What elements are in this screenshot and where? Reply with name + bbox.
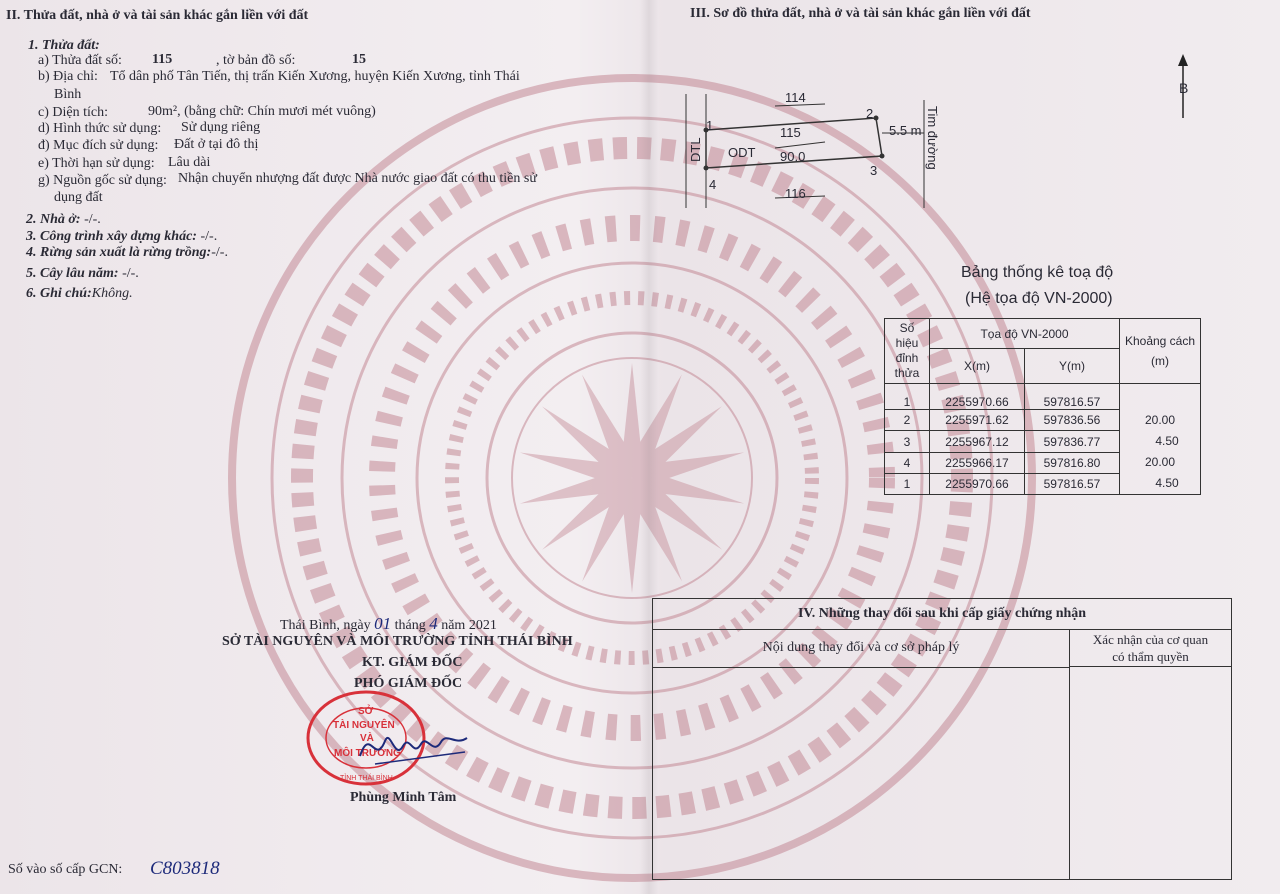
perennial-label: 5. Cây lâu năm: (26, 266, 119, 281)
usage-purpose-label: đ) Mục đích sử dụng: (38, 138, 159, 153)
map-sheet-value: 15 (352, 52, 366, 67)
parcel-114-label: 114 (785, 90, 806, 105)
issue-day: 01 (374, 614, 392, 633)
road-right-label: Tim đường (925, 106, 940, 170)
col-x-header: X(m) (930, 349, 1025, 384)
origin-value: Nhận chuyển nhượng đất được Nhà nước giao đất có thu tiền sử (178, 171, 537, 186)
kt-director: KT. GIÁM ĐỐC (362, 655, 463, 670)
distances-cell: 20.00 4.50 20.00 4.50 (1120, 384, 1201, 495)
usage-term-value: Lâu dài (168, 155, 211, 170)
map-sheet-label: , tờ bản đồ số: (216, 53, 296, 68)
stamp-ring-bottom: TỈNH THÁI BÌNH (340, 775, 393, 782)
address-label: b) Địa chỉ: (38, 69, 98, 84)
issue-month: 4 (429, 614, 438, 633)
issue-month-label: tháng (394, 618, 426, 633)
section-iv-title: IV. Những thay đổi sau khi cấp giấy chứng nhận (653, 599, 1231, 630)
house-label: 2. Nhà ở: (26, 212, 81, 227)
changes-col-content: Nội dung thay đổi và cơ sở pháp lý (653, 629, 1070, 668)
area-label: c) Diện tích: (38, 105, 108, 120)
area-label-map: 90.0 (780, 149, 806, 164)
stamp-text-mid: TÀI NGUYÊN (333, 720, 395, 731)
other-works-value: -/-. (200, 229, 218, 244)
perennial-value: -/-. (122, 266, 139, 281)
section-iii-title: III. Sơ đồ thửa đất, nhà ở và tài sản khác gắn liền với đất (690, 6, 1031, 21)
address-value-cont: Bình (54, 87, 82, 102)
issue-year: năm 2021 (441, 618, 497, 633)
stamp-text-top: SỞ (358, 706, 374, 717)
changes-table (652, 598, 1232, 880)
point-3-label: 3 (870, 163, 878, 178)
issue-date-place: Thái Bình, ngày (280, 618, 371, 633)
col-y-header: Y(m) (1025, 349, 1120, 384)
road-width-label: 5.5 m (889, 123, 922, 138)
note-label: 6. Ghi chú: (26, 286, 92, 301)
agency-name: SỞ TÀI NGUYÊN VÀ MÔI TRƯỜNG TỈNH THÁI BÌNH (222, 634, 573, 649)
col-coord-header: Tọa độ VN-2000 (930, 319, 1120, 349)
origin-value-cont: dụng đất (54, 190, 103, 205)
signature (355, 716, 475, 776)
parcel-number-label: a) Thửa đất số: (38, 53, 122, 68)
section-ii-title: II. Thửa đất, nhà ở và tài sản khác gắn liền với đất (6, 8, 309, 23)
point-2-label: 2 (866, 106, 874, 121)
coordinate-table (884, 318, 1201, 495)
forest-value: -/-. (211, 245, 228, 260)
table-row: 1 2255970.66 597816.57 20.00 4.50 20.00 4.50 (885, 384, 1201, 410)
parcel-number-value: 115 (152, 52, 173, 67)
parcel-115-label: 115 (780, 125, 801, 140)
other-works-label: 3. Công trình xây dựng khác: (26, 229, 197, 244)
road-left-label: DTL (688, 137, 703, 162)
point-4-label: 4 (709, 177, 717, 192)
signer-name: Phùng Minh Tâm (350, 790, 457, 805)
area-value: 90m², (bằng chữ: Chín mươi mét vuông) (148, 104, 376, 119)
parcel-sketch (680, 86, 960, 216)
col-point-header: Số hiệu đỉnh thửa (885, 319, 930, 384)
col-distance-header: Khoảng cách (m) (1120, 319, 1201, 384)
table-row: 1 2255970.66 597816.57 (885, 473, 1201, 494)
coord-table-title: Bảng thống kê toạ độ (961, 264, 1114, 281)
item1-title: 1. Thửa đất: (28, 38, 100, 53)
table-row: 3 2255967.12 597836.77 (885, 431, 1201, 452)
point-1-label: 1 (706, 118, 714, 133)
registry-value: C803818 (150, 858, 220, 879)
usage-term-label: e) Thời hạn sử dụng: (38, 156, 155, 171)
usage-form-value: Sử dụng riêng (181, 120, 261, 135)
north-label: B (1179, 80, 1189, 96)
table-row: 2 2255971.62 597836.56 (885, 410, 1201, 431)
registry-label: Số vào số cấp GCN: (8, 862, 123, 877)
changes-col-confirm: Xác nhận của cơ quan có thẩm quyền (1070, 629, 1231, 667)
table-row: 4 2255966.17 597816.80 (885, 452, 1201, 473)
note-value: Không. (91, 286, 133, 301)
origin-label: g) Nguồn gốc sử dụng: (38, 173, 167, 188)
stamp-text-va: VÀ (360, 733, 374, 744)
usage-purpose-value: Đất ở tại đô thị (174, 137, 259, 152)
deputy-director: PHÓ GIÁM ĐỐC (354, 676, 463, 691)
address-value: Tổ dân phố Tân Tiến, thị trấn Kiến Xương, huyện Kiến Xương, tỉnh Thái (110, 69, 520, 84)
coord-table-subtitle: (Hệ tọa độ VN-2000) (965, 290, 1113, 307)
stamp-text-bottom: MÔI TRƯỜNG (334, 748, 401, 759)
forest-label: 4. Rừng sản xuất là rừng trồng: (26, 245, 212, 260)
house-value: -/-. (84, 212, 101, 227)
changes-divider (1069, 667, 1070, 879)
land-type-label: ODT (728, 145, 756, 160)
parcel-116-label: 116 (785, 186, 806, 201)
issue-date (280, 614, 497, 634)
usage-form-label: d) Hình thức sử dụng: (38, 121, 162, 136)
